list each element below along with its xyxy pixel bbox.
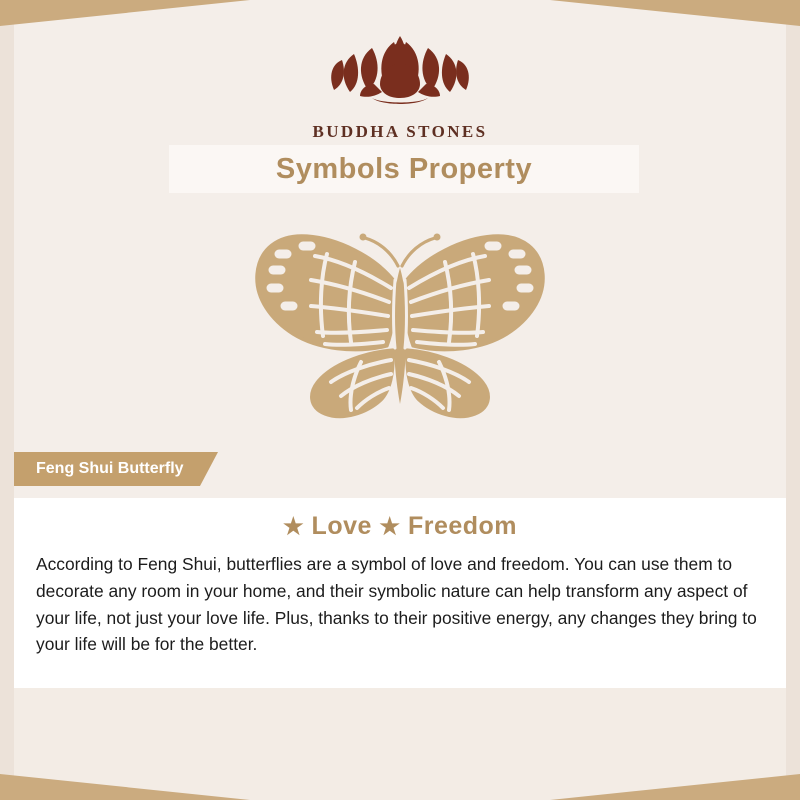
title-banner	[169, 145, 639, 193]
tag-label: Feng Shui Butterfly	[36, 460, 184, 477]
brand-block	[14, 18, 786, 142]
ribbon-notch	[200, 452, 218, 486]
description-panel	[14, 498, 786, 688]
page-title: Symbols Property	[275, 152, 533, 185]
brand-name: BUDDHA STONES	[312, 122, 488, 141]
butterfly-icon	[215, 210, 585, 445]
artwork-area	[14, 205, 786, 450]
keywords-line	[14, 498, 786, 541]
lotus-meditation-figure-icon	[14, 18, 786, 118]
star-icon-middle: ★	[379, 513, 401, 539]
bottom-band	[14, 688, 786, 800]
star-icon-left: ★	[282, 513, 305, 539]
keyword-love: Love	[311, 512, 372, 540]
right-edge-strip	[786, 0, 800, 800]
description-text: According to Feng Shui, butterflies are a symbol of love and freedom. You can use them to decorate any room in your home, and their symbolic nature can help transform any aspect of your life, not just your love life. Plus, thanks to their positive energy, any changes they bring to your life will be for the better.	[36, 554, 757, 655]
content-canvas	[14, 0, 786, 800]
feng-shui-butterfly-tag	[14, 452, 200, 486]
keyword-freedom: Freedom	[407, 512, 518, 540]
left-edge-strip	[0, 0, 14, 800]
